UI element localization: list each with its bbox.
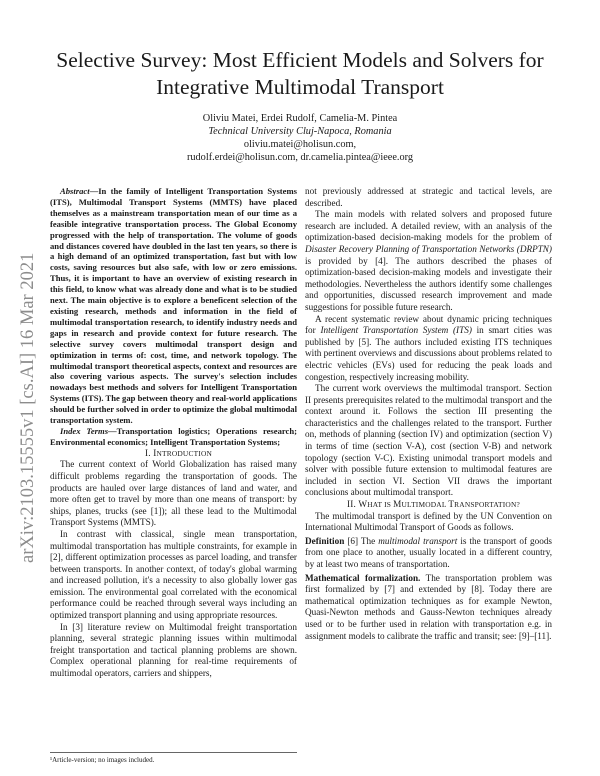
abstract-lead: Abstract: [60, 186, 90, 196]
right-column: [305, 186, 552, 642]
author-names: Oliviu Matei, Erdei Rudolf, Camelia-M. Pintea: [202, 113, 398, 124]
intro-paragraph-1: The current context of World Globalization has raised many difficult problems regarding the transportation of goods. The products are hauled over large distances of land and water, and more often get to travel by more than one means of transport: by ships, planes, trucks (see [1]); all these lead to the Multimodal Transport Systems (MMTS).: [50, 459, 297, 528]
author-email-1: oliviu.matei@holisun.com,: [243, 139, 357, 150]
index-terms-lead: Index Terms: [60, 425, 109, 436]
intro-paragraph-3: In [3] literature review on Multimodal freight transportation planning, several strategic planning issues within multimodal freight transportation and tactical planning problems are shown. Complex operational planning for real-time requirements of multimodal operators, carriers and shippers,: [50, 621, 297, 679]
paper-title: Selective Survey: Most Efficient Models and Solvers for Integrative Multimodal Transport: [56, 48, 544, 99]
index-terms-text: —Transportation logistics; Operations research; Environmental economics; Intelligent Transportation Systems;: [50, 425, 297, 447]
abstract-text: —In the family of Intelligent Transportation Systems (ITS), Multimodal Transport Systems (MMTS) have placed themselves as a mainstream transportation mean of our time as a feasible integrative transportation process. The Global Economy progressed with the help of transportation. The volume of goods and distances covered have doubled in the last ten years, so there is a high demand of an optimized transportation, fast but with low costs, saving resources but also safe, with low or zero emissions. Thus, it is important to have an overview of existing research in this field, to know what was already done and what is to be studied next. The main objective is to explore a beneficent selection of the existing research, methods and information in the field of multimodal transportation research, to identify industry needs and gaps in research and provide context for future research. The selective survey covers multimodal transport design and optimization in terms of: cost, time, and network topology. The multimodal transport theoretical aspects, context and resources are also covering various aspects. The survey's selection includes nowadays best methods and solvers for Intelligent Transportation Systems (ITS). The gap between theory and real-world applications should be further solved in order to optimize the global multimodal transportation system.: [50, 186, 297, 426]
definition-paragraph: Definition [6] The multimodal transport is the transport of goods from one place to another, usually located in a different country, by at least two means of transportation.: [305, 535, 552, 569]
section-heading-introduction: I. INTRODUCTION: [144, 447, 213, 458]
affiliation: Technical University Cluj-Napoca, Romania: [208, 126, 392, 137]
right-paragraph-0: not previously addressed at strategic and tactical levels, are described.: [305, 186, 552, 208]
index-terms: [50, 426, 297, 448]
intro-paragraph-2: In contrast with classical, single mean transportation, multimodal transportation has multiple constraints, for example in [2], different optimization processes as parcel loading, and transfer between transports. In another context, of today's global warming and increased pollution, it's a necessity to also globally lower gas emission. The environmental goal correlated with the economical performance could be reached through several ways including an optimized transport planning and using appropriate resources.: [50, 528, 297, 621]
arxiv-stamp: arXiv:2103.15555v1 [cs.AI] 16 Mar 2021: [18, 252, 38, 563]
author-block: [150, 112, 450, 164]
footnote: ¹Article-version; no images included.: [50, 752, 297, 765]
section2-paragraph-1: The multimodal transport is defined by the UN Convention on International Multimodal Transport of Goods as follows.: [305, 510, 552, 533]
right-paragraph-2: A recent systematic review about dynamic pricing techniques for Intelligent Transportation System (ITS) in smart cities was published by [5]. The authors included existing ITS techniques with pertinent overviews and discussions about problems related to electric vehicles (EVs) used for reducing the peak loads and congestion, respectively increasing mobility.: [305, 313, 552, 382]
right-paragraph-1: The main models with related solvers and proposed future research are included. A detailed review, with an analysis of the optimization-based decision-making models for the problem of Disaster Recovery Planning of Transportation Networks (DRPTN) is provided by [4]. The authors described the phases of optimization-based decision-making models and investigate their methodologies. Nevertheless the authors identify some challenges and opportunities, discussed research improvement and made suggestions for possible future research.: [305, 209, 552, 312]
left-column: [50, 186, 297, 680]
section-heading-what-is-multimodal: II. WHAT IS MULTIMODAL TRANSPORTATION?: [347, 499, 520, 510]
author-email-2: rudolf.erdei@holisun.com, dr.camelia.pintea@ieee.org: [186, 152, 414, 163]
math-formalization-paragraph: Mathematical formalization. The transportation problem was first formalized by [7] and extended by [8]. Today there are mathematical optimization techniques as for example Newton, Quasi-Newton methods and Gauss-Newton techniques already used or to be further used in relation with transportation e.g. in assignment models to calibrate the traffic and transit; see: [9]–[11].: [305, 572, 552, 641]
abstract: [50, 186, 297, 426]
right-paragraph-3: The current work overviews the multimodal transport. Section II presents prerequisites related to the multimodal transport and the context around it. Follows the section III presenting the characteristics and the challenges related to the transport. Further on, methods of planning (section IV) and optimization (section V) in terms of time (section V-A), cost (section V-B) and network topology (section V-C). Existing unimodal transport models and solver with possible future extension to multimodal features are included in section VI. Section VII draws the important conclusions about multimodal transport.: [305, 383, 552, 498]
